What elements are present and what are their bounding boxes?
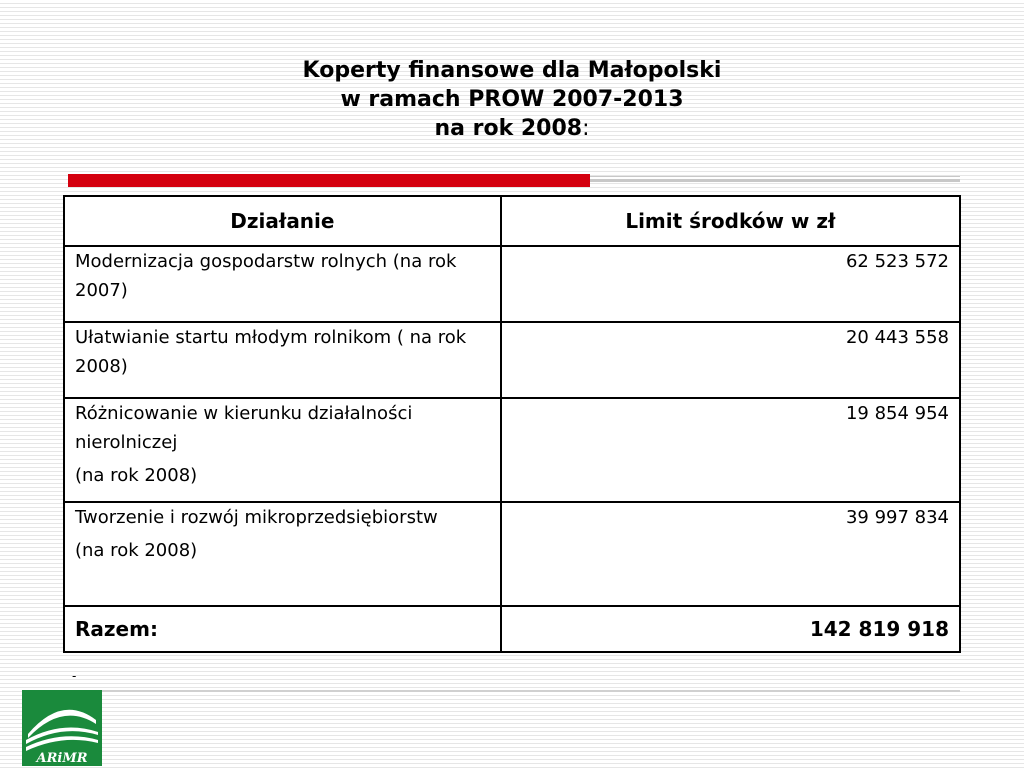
table-row bbox=[64, 322, 960, 398]
row-description bbox=[64, 502, 501, 606]
row-description-main: Różnicowanie w kierunku działalności nierolniczej bbox=[75, 403, 413, 453]
row-description bbox=[64, 246, 501, 322]
table-row bbox=[64, 246, 960, 322]
divider-gray-bar bbox=[590, 179, 960, 182]
row-description-main: Ułatwianie startu młodym rolnikom ( na rok 2008) bbox=[75, 327, 467, 377]
row-value: 62 523 572 bbox=[501, 246, 960, 322]
title-colon: : bbox=[582, 116, 590, 141]
bottom-divider bbox=[68, 690, 960, 692]
divider-red-bar bbox=[68, 174, 590, 187]
row-description-main: Tworzenie i rozwój mikroprzedsiębiorstw bbox=[75, 507, 438, 528]
arimr-logo-icon bbox=[22, 690, 102, 766]
header-action: Działanie bbox=[64, 196, 501, 246]
table-header-row bbox=[64, 196, 960, 246]
title-line-3-text: na rok 2008 bbox=[434, 116, 583, 141]
header-limit: Limit środków w zł bbox=[501, 196, 960, 246]
row-value: 39 997 834 bbox=[501, 502, 960, 606]
table-row bbox=[64, 398, 960, 502]
row-value: 20 443 558 bbox=[501, 322, 960, 398]
row-description bbox=[64, 322, 501, 398]
title-line-2: w ramach PROW 2007-2013 bbox=[340, 87, 684, 112]
title-line-3 bbox=[0, 114, 1024, 143]
row-description-main: Modernizacja gospodarstw rolnych (na rok 2007) bbox=[75, 251, 457, 301]
total-value: 142 819 918 bbox=[501, 606, 960, 652]
logo-text: ARiMR bbox=[36, 751, 88, 766]
row-description bbox=[64, 398, 501, 502]
funding-table bbox=[63, 195, 961, 653]
row-description-sub: (na rok 2008) bbox=[75, 540, 198, 561]
row-value: 19 854 954 bbox=[501, 398, 960, 502]
row-description-sub: (na rok 2008) bbox=[75, 465, 198, 486]
table-total-row bbox=[64, 606, 960, 652]
total-label: Razem: bbox=[64, 606, 501, 652]
page-title bbox=[0, 56, 1024, 143]
table-row bbox=[64, 502, 960, 606]
footnote-mark: - bbox=[72, 669, 77, 683]
title-line-1: Koperty finansowe dla Małopolski bbox=[302, 58, 722, 83]
